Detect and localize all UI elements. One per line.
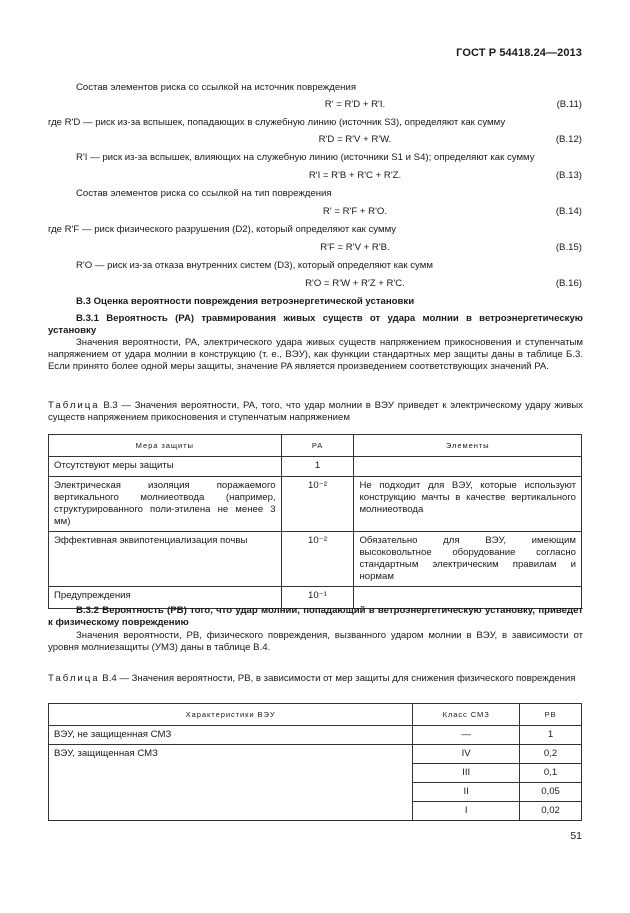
cell-class: — [413,726,520,745]
table-row [49,457,582,477]
equation-number: (В.13) [555,170,582,181]
cell-value: 1 [281,457,354,477]
page-number: 51 [570,830,582,842]
table-row [49,477,582,532]
paragraph-b31: Значения вероятности, PA, электрического удара живых существ напряжением прикосновения и ступенчатым напряжением от удара молнии в конструкцию (т. е., ВЭУ), как функции стандартных мер защиты даны в таблице Б.3. Если принято более одной меры защиты, значение PA является произведением соответствующих значений PA. [48,337,583,372]
cell-value: 0,02 [520,801,582,820]
column-header: Класс СМЗ [413,704,520,726]
formula-b15 [48,242,582,254]
column-header: PA [281,435,354,457]
equation-number: (В.14) [555,206,582,217]
cell-value: 1 [520,726,582,745]
table-b3-caption [48,400,583,424]
text-line: R'O — риск из-за отказа внутренних систем (D3), который определяют как сумм [76,260,433,271]
formula-b11 [48,99,582,111]
equation-number: (В.16) [555,278,582,289]
cell-value: 0,2 [520,744,582,763]
text-line: Состав элементов риска со ссылкой на тип повреждения [76,188,332,199]
cell-characteristic: ВЭУ, защищенная СМЗ [49,744,413,820]
column-header: Мера защиты [49,435,282,457]
formula-text: R'F = R'V + R'B. [320,242,390,253]
cell-elements: Обязательно для ВЭУ, имеющим высоковольтное оборудование согласно стандартным электрическим правилам и нормам [354,531,582,586]
cell-characteristic: ВЭУ, не защищенная СМЗ [49,726,413,745]
cell-measure: Эффективная эквипотенциализация почвы [49,531,282,586]
formula-b12 [48,134,582,146]
cell-value: 10⁻² [281,477,354,532]
cell-value: 10⁻¹ [281,586,354,608]
cell-elements [354,457,582,477]
caption-label: Таблица [48,673,100,684]
equation-number: (В.11) [556,99,582,110]
cell-measure: Отсутствуют меры защиты [49,457,282,477]
table-row [49,744,582,763]
cell-measure: Электрическая изоляция поражаемого вертикального молниеотвода (например, структурированного поли-этилена не менее 3 мм) [49,477,282,532]
text-line: R'I — риск из-за вспышек, влияющих на служебную линию (источники S1 и S4); определяют как сумму [76,152,535,163]
text-line: Состав элементов риска со ссылкой на источник повреждения [76,82,357,93]
document-id-header: ГОСТ Р 54418.24—2013 [456,47,582,59]
table-header-row [49,704,582,726]
cell-value: 0,05 [520,782,582,801]
caption-text: В.4 — Значения вероятности, PB, в зависимости от мер защиты для снижения физического повреждения [102,673,576,684]
table-row [49,531,582,586]
table-b3 [48,434,582,609]
cell-measure: Предупреждения [49,586,282,608]
caption-label: Таблица [48,400,100,411]
column-header: Характеристики ВЭУ [49,704,413,726]
section-heading-b32: В.3.2 Вероятность (PB) того, что удар молнии, попадающий в ветроэнергетическую установку, приведет к физическому повреждению [48,605,583,628]
column-header: PB [520,704,582,726]
equation-number: (В.12) [555,134,582,145]
formula-b16 [48,278,582,290]
table-header-row [49,435,582,457]
cell-class: IV [413,744,520,763]
section-heading-b3: В.3 Оценка вероятности повреждения ветроэнергетической установки [76,296,415,307]
formula-b13 [48,170,582,182]
cell-class: II [413,782,520,801]
text-line: где R'D — риск из-за вспышек, попадающих в служебную линию (источник S3), определяют как сумму [48,117,506,128]
table-b4-caption [48,673,583,685]
cell-elements: Не подходит для ВЭУ, которые используют конструкцию мачты в качестве вертикального молниеотвода [354,477,582,532]
cell-class: III [413,763,520,782]
formula-text: R'I = R'B + R'C + R'Z. [308,170,402,181]
column-header: Элементы [354,435,582,457]
formula-text: R'O = R'W + R'Z + R'C. [305,278,405,289]
text-line: где R'F — риск физического разрушения (D2), который определяют как сумму [48,224,397,235]
table-row [49,726,582,745]
formula-text: R' = R'F + R'O. [322,206,388,217]
cell-class: I [413,801,520,820]
cell-value: 0,1 [520,763,582,782]
cell-value: 10⁻² [281,531,354,586]
formula-text: R'D = R'V + R'W. [318,134,392,145]
section-heading-b31: В.3.1 Вероятность (PA) травмирования живых существ от удара молнии в ветроэнергетическую установку [48,313,583,336]
table-b4 [48,703,582,821]
caption-text: В.3 — Значения вероятности, PA, того, что удар молнии в ВЭУ приведет к электрическому удару живых существ напряжением прикосновения и ступенчатым напряжением [48,400,583,423]
equation-number: (В.15) [555,242,582,253]
paragraph-b32: Значения вероятности, PB, физического повреждения, вызванного ударом молнии в ВЭУ, в зависимости от уровня молниезащиты (УМЗ) даны в таблице В.4. [48,630,583,653]
formula-b14 [48,206,582,218]
formula-text: R' = R'D + R'I. [324,99,386,110]
